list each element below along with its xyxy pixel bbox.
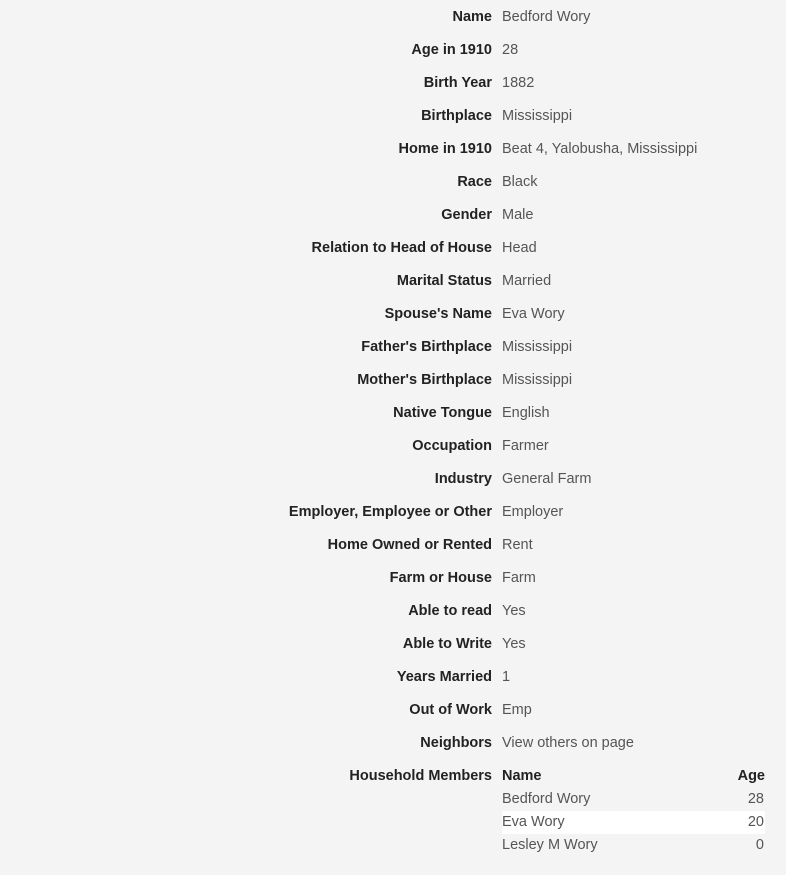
field-label: Employer, Employee or Other <box>288 504 492 520</box>
field-row-able-to-read <box>0 595 786 628</box>
field-value: Black <box>502 174 538 190</box>
field-value: Beat 4, Yalobusha, Mississippi <box>502 141 698 157</box>
field-value: Mississippi <box>502 108 573 124</box>
field-value: Farmer <box>502 438 549 454</box>
household-member-row[interactable] <box>502 811 765 834</box>
field-value: 28 <box>502 42 519 58</box>
field-label: Birth Year <box>423 75 492 91</box>
field-row-race <box>0 166 786 199</box>
field-label: Able to Write <box>402 636 492 652</box>
field-value: Yes <box>502 603 526 619</box>
field-row-occupation <box>0 430 786 463</box>
field-row-able-to-write <box>0 628 786 661</box>
field-label: Relation to Head of House <box>311 240 492 256</box>
field-value: English <box>502 405 550 421</box>
field-label: Race <box>457 174 492 190</box>
column-header-name: Name <box>502 768 542 784</box>
field-row-neighbors <box>0 727 786 760</box>
field-label: Name <box>452 9 492 25</box>
field-value: Employer <box>502 504 564 520</box>
field-value: Mississippi <box>502 372 573 388</box>
field-row-farm-or-house <box>0 562 786 595</box>
field-label: Occupation <box>412 438 492 454</box>
field-label: Father's Birthplace <box>361 339 492 355</box>
field-label: Out of Work <box>409 702 492 718</box>
field-row-birthplace <box>0 100 786 133</box>
field-value: 1882 <box>502 75 535 91</box>
field-label: Age in 1910 <box>411 42 492 58</box>
view-neighbors-link[interactable]: View others on page <box>502 735 634 751</box>
field-row-years-married <box>0 661 786 694</box>
field-row-father-birthplace <box>0 331 786 364</box>
field-row-age <box>0 34 786 67</box>
field-row-employer-status <box>0 496 786 529</box>
household-table-header <box>502 768 765 788</box>
household-member-row[interactable] <box>502 834 765 857</box>
field-label: Home in 1910 <box>398 141 492 157</box>
field-row-home-owned <box>0 529 786 562</box>
field-value: Bedford Wory <box>502 9 591 25</box>
field-row-mother-birthplace <box>0 364 786 397</box>
member-name: Eva Wory <box>502 814 565 830</box>
field-row-gender <box>0 199 786 232</box>
household-table <box>502 768 765 857</box>
field-value: Mississippi <box>502 339 573 355</box>
field-label: Native Tongue <box>393 405 492 421</box>
field-label: Gender <box>441 207 492 223</box>
field-value: Head <box>502 240 537 256</box>
member-name: Lesley M Wory <box>502 837 598 853</box>
field-value: Male <box>502 207 534 223</box>
member-age: 28 <box>747 791 764 807</box>
field-label: Industry <box>434 471 492 487</box>
field-row-name <box>0 1 786 34</box>
column-header-age: Age <box>737 768 765 784</box>
field-row-marital-status <box>0 265 786 298</box>
household-label: Household Members <box>349 768 492 784</box>
field-value: Farm <box>502 570 536 586</box>
member-age: 0 <box>755 837 764 853</box>
field-value: Emp <box>502 702 532 718</box>
field-label: Marital Status <box>396 273 492 289</box>
field-label: Mother's Birthplace <box>357 372 492 388</box>
field-label: Years Married <box>396 669 492 685</box>
field-row-industry <box>0 463 786 496</box>
field-value: General Farm <box>502 471 592 487</box>
field-row-out-of-work <box>0 694 786 727</box>
member-name: Bedford Wory <box>502 791 591 807</box>
neighbors-label: Neighbors <box>420 735 492 751</box>
field-label: Able to read <box>408 603 492 619</box>
field-row-relation <box>0 232 786 265</box>
field-value: 1 <box>502 669 511 685</box>
household-member-row[interactable] <box>502 788 765 811</box>
member-age: 20 <box>747 814 764 830</box>
field-value: Yes <box>502 636 526 652</box>
field-value: Married <box>502 273 552 289</box>
field-label: Home Owned or Rented <box>327 537 492 553</box>
field-row-home <box>0 133 786 166</box>
field-label: Farm or House <box>389 570 492 586</box>
field-label: Spouse's Name <box>384 306 492 322</box>
field-row-birth-year <box>0 67 786 100</box>
field-row-spouse <box>0 298 786 331</box>
field-row-native-tongue <box>0 397 786 430</box>
field-value: Eva Wory <box>502 306 565 322</box>
field-label: Birthplace <box>421 108 492 124</box>
field-value: Rent <box>502 537 533 553</box>
